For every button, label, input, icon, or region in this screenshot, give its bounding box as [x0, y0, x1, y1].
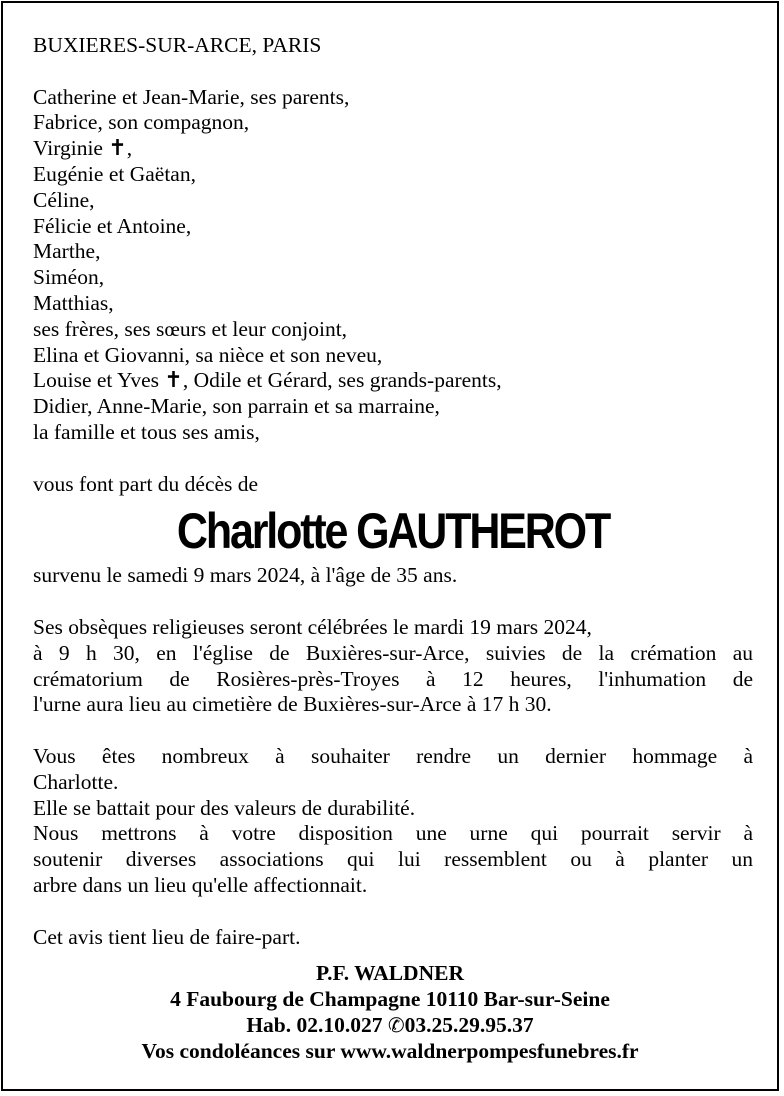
deceased-name: Charlotte GAUTHEROT	[176, 503, 610, 560]
tribute-paragraph	[33, 744, 753, 899]
closing-text: Cet avis tient lieu de faire-part.	[33, 924, 301, 949]
family-list	[33, 85, 753, 446]
funeral-paragraph	[33, 615, 753, 718]
phone-icon: ✆	[387, 1013, 405, 1037]
family-line: Eugénie et Gaëtan,	[33, 161, 196, 186]
paragraph-line: Ses obsèques religieuses seront célébrées le mardi 19 mars 2024,	[33, 614, 592, 639]
paragraph-line: l'urne aura lieu au cimetière de Buxières-sur-Arce à 17 h 30.	[33, 692, 552, 717]
spacer	[33, 446, 753, 472]
license-number: Hab. 02.10.027	[246, 1013, 383, 1037]
paragraph-line: Charlotte.	[33, 769, 119, 794]
family-line: Matthias,	[33, 290, 114, 315]
family-line: Elina et Giovanni, sa nièce et son neveu,	[33, 342, 383, 367]
family-line: ses frères, ses sœurs et leur conjoint,	[33, 316, 348, 341]
family-line: Céline,	[33, 187, 95, 212]
family-line: Didier, Anne-Marie, son parrain et sa marraine,	[33, 394, 440, 419]
paragraph-line: Elle se battait pour des valeurs de durabilité.	[33, 795, 416, 820]
paragraph-line: à 9 h 30, en l'église de Buxières-sur-Arce, suivies de la crémation au	[33, 640, 753, 665]
paragraph-line: Nous mettrons à votre disposition une urne qui pourrait servir à	[33, 821, 753, 846]
phone-number: 03.25.29.95.37	[404, 1013, 534, 1037]
family-line: Félicie et Antoine,	[33, 213, 192, 238]
spacer	[33, 59, 753, 85]
notice-body	[33, 33, 753, 950]
family-line-rest: , Odile et Gérard, ses grands-parents,	[182, 368, 502, 393]
spacer	[33, 899, 753, 925]
location-heading: BUXIERES-SUR-ARCE, PARIS	[33, 33, 322, 57]
paragraph-line: arbre dans un lieu qu'elle affectionnait.	[33, 872, 368, 897]
announcement-text: vous font part du décès de	[33, 471, 259, 496]
funeral-home-address: 4 Faubourg de Champagne 10110 Bar-sur-Seine	[170, 987, 610, 1011]
family-line: la famille et tous ses amis,	[33, 419, 260, 444]
paragraph-line: crématorium de Rosières-près-Troyes à 12 heures, l'inhumation de	[33, 666, 753, 691]
family-line	[33, 368, 753, 394]
family-line: Siméon,	[33, 265, 105, 290]
paragraph-line: soutenir diverses associations qui lui ressemblent ou à planter un	[33, 847, 753, 872]
spacer	[33, 589, 753, 615]
punctuation: ,	[126, 136, 133, 161]
funeral-home-contact	[3, 1012, 777, 1038]
family-line: Fabrice, son compagnon,	[33, 110, 250, 135]
spacer	[33, 718, 753, 744]
funeral-home-name: P.F. WALDNER	[316, 961, 464, 985]
paragraph-line: Vous êtes nombreux à souhaiter rendre un dernier hommage à	[33, 743, 753, 768]
obituary-notice	[1, 1, 779, 1091]
family-member: Louise et Yves	[33, 368, 160, 393]
family-member: Virginie	[33, 136, 103, 161]
family-line: Catherine et Jean-Marie, ses parents,	[33, 84, 350, 109]
death-info: survenu le samedi 9 mars 2024, à l'âge de 35 ans.	[33, 563, 458, 588]
condolences-link[interactable]: Vos condoléances sur www.waldnerpompesfunebres.fr	[141, 1039, 639, 1063]
family-line: Marthe,	[33, 239, 101, 264]
family-line	[33, 136, 753, 162]
cross-icon: ✝	[108, 136, 127, 162]
funeral-home-block	[3, 960, 777, 1064]
cross-icon: ✝	[164, 368, 183, 394]
